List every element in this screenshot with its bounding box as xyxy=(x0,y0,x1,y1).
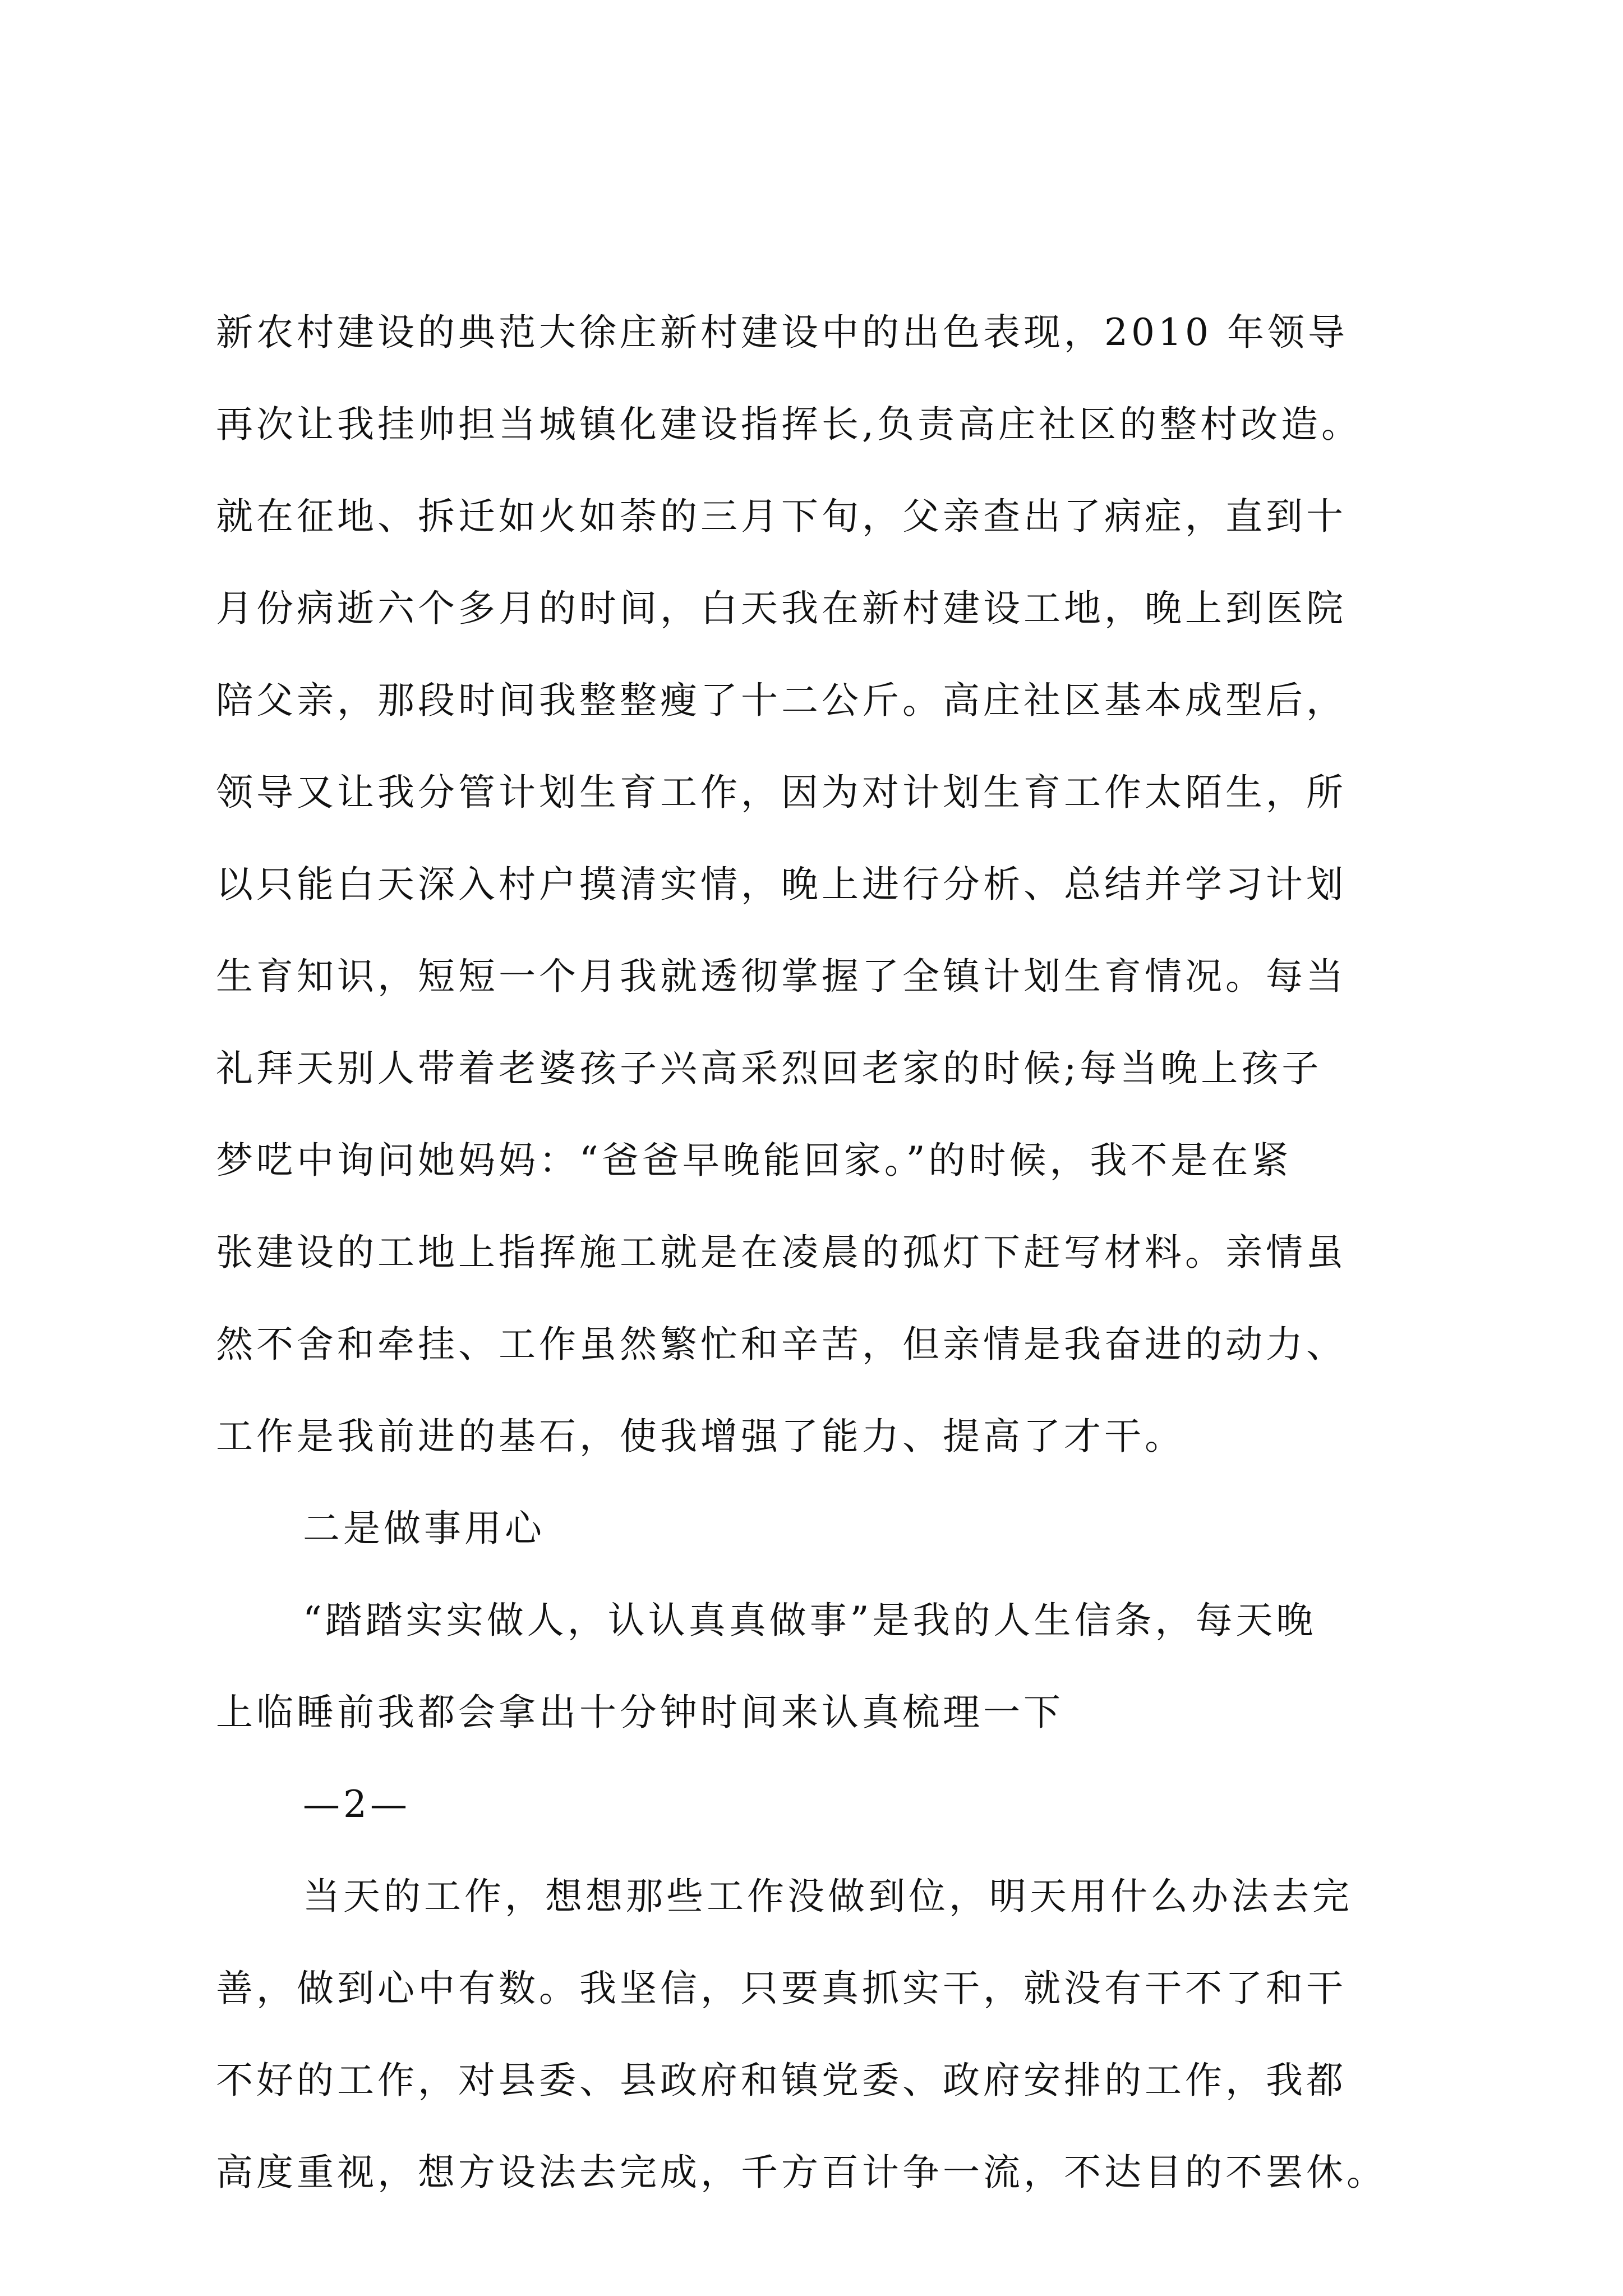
body-line: “踏踏实实做人，认认真真做事”是我的人生信条，每天晚 xyxy=(303,1599,1317,1642)
body-line: 不好的工作，对县委、县政府和镇党委、政府安排的工作，我都 xyxy=(216,2059,1347,2102)
body-line: 以只能白天深入村户摸清实情，晚上进行分析、总结并学习计划 xyxy=(216,863,1347,906)
body-line: 工作是我前进的基石，使我增强了能力、提高了才干。 xyxy=(216,1415,1185,1458)
body-line: 陪父亲，那段时间我整整瘦了十二公斤。高庄社区基本成型后， xyxy=(216,679,1347,722)
body-line: 领导又让我分管计划生育工作，因为对计划生育工作太陌生，所 xyxy=(216,771,1347,814)
body-line: 新农村建设的典范大徐庄新村建设中的出色表现，2010 年领导 xyxy=(216,311,1348,354)
body-line: 再次让我挂帅担当城镇化建设指挥长,负责高庄社区的整村改造。 xyxy=(216,403,1362,446)
body-line: 梦呓中询问她妈妈：“爸爸早晚能回家。”的时候，我不是在紧 xyxy=(216,1139,1292,1182)
body-line: 生育知识，短短一个月我就透彻掌握了全镇计划生育情况。每当 xyxy=(216,955,1347,998)
body-line: 就在征地、拆迁如火如荼的三月下旬，父亲查出了病症，直到十 xyxy=(216,495,1347,538)
body-line: 礼拜天别人带着老婆孩子兴高采烈回老家的时候;每当晚上孩子 xyxy=(216,1047,1322,1090)
body-line: 上临睡前我都会拿出十分钟时间来认真梳理一下 xyxy=(216,1691,1064,1734)
inline-page-number: —2— xyxy=(303,1783,411,1826)
body-line: 善，做到心中有数。我坚信，只要真抓实干，就没有干不了和干 xyxy=(216,1967,1347,2010)
section-heading: 二是做事用心 xyxy=(303,1507,545,1550)
body-line: 高度重视，想方设法去完成，千方百计争一流，不达目的不罢休。 xyxy=(216,2151,1387,2194)
body-line: 月份病逝六个多月的时间，白天我在新村建设工地，晚上到医院 xyxy=(216,587,1347,630)
body-line: 张建设的工地上指挥施工就是在凌晨的孤灯下赶写材料。亲情虽 xyxy=(216,1231,1347,1274)
body-line: 当天的工作，想想那些工作没做到位，明天用什么办法去完 xyxy=(303,1875,1353,1918)
body-line: 然不舍和牵挂、工作虽然繁忙和辛苦，但亲情是我奋进的动力、 xyxy=(216,1323,1347,1366)
